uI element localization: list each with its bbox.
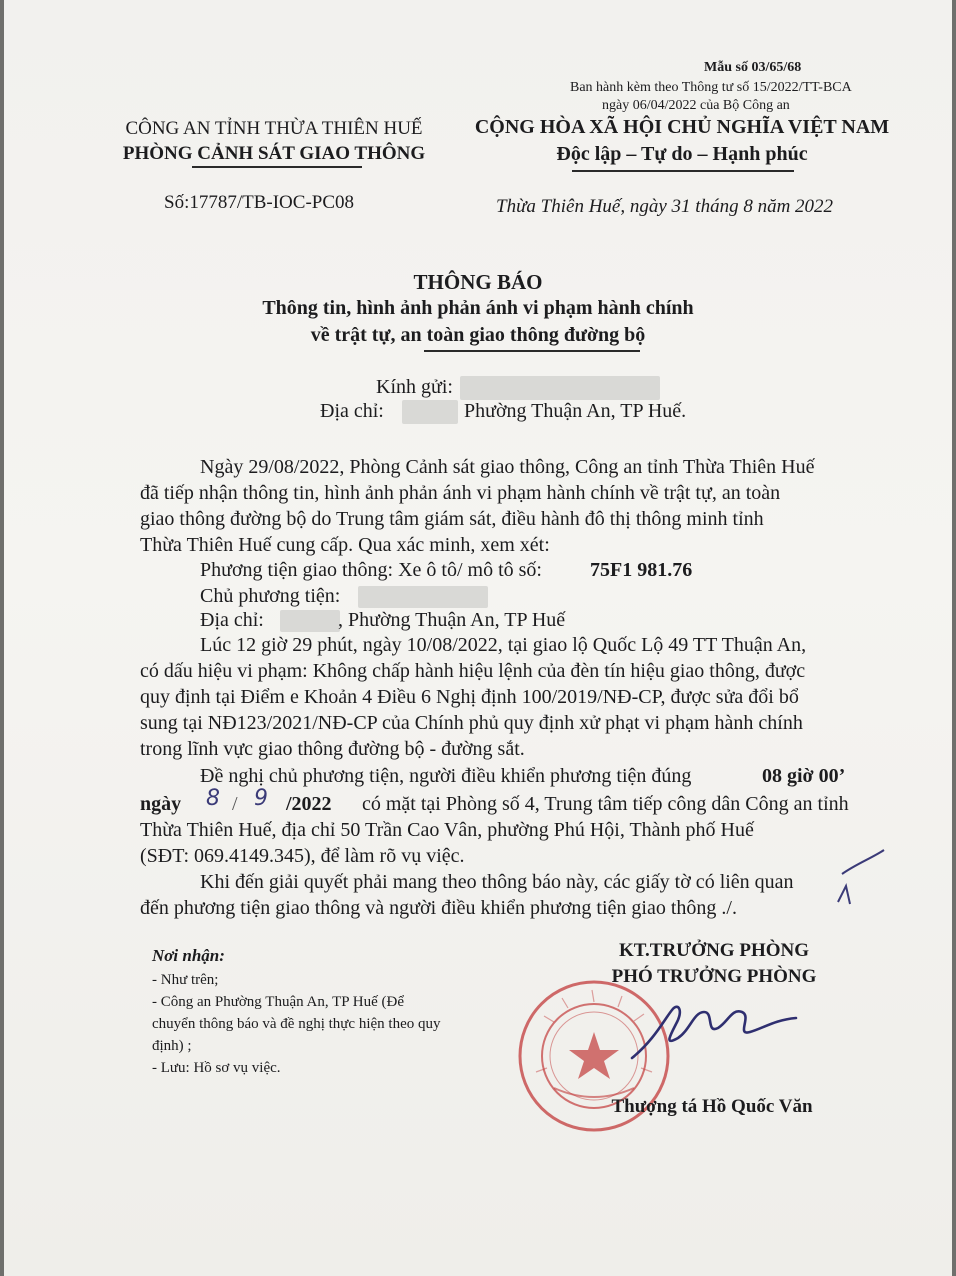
paragraph1-line3: giao thông đường bộ do Trung tâm giám sát, điều hành đô thị thông minh tỉnh — [140, 508, 764, 530]
agency-line2: PHÒNG CẢNH SÁT GIAO THÔNG — [122, 143, 426, 164]
appointment-year: /2022 — [286, 793, 332, 815]
paragraph4-line2: đến phương tiện giao thông và người điều khiển phương tiện giao thông ./. — [140, 897, 737, 919]
country-name: CỘNG HÒA XÃ HỘI CHỦ NGHĨA VIỆT NAM — [474, 116, 890, 138]
owner-address-value: , Phường Thuận An, TP Huế — [338, 609, 566, 631]
recipient-item-1: - Như trên; — [152, 972, 219, 988]
paragraph2-line1: Lúc 12 giờ 29 phút, ngày 10/08/2022, tại giao lộ Quốc Lộ 49 TT Thuận An, — [200, 634, 807, 656]
document-number: Số:17787/TB-IOC-PC08 — [164, 192, 355, 213]
paragraph3-line4: (SĐT: 069.4149.345), để làm rõ vụ việc. — [140, 845, 465, 867]
redacted-owner — [358, 586, 488, 608]
paragraph2-line3: quy định tại Điểm e Khoản 4 Điều 6 Nghị định 100/2019/NĐ-CP, được sửa đổi bổ — [140, 686, 799, 708]
owner-address-label: Địa chỉ: — [200, 609, 264, 631]
vehicle-plate: 75F1 981.76 — [590, 559, 693, 581]
paragraph4-line1: Khi đến giải quyết phải mang theo thông báo này, các giấy tờ có liên quan — [200, 871, 794, 893]
recipient-item-2: - Công an Phường Thuận An, TP Huế (Để — [152, 994, 405, 1010]
recipient-item-3: chuyển thông báo và đề nghị thực hiện theo quy — [152, 1016, 441, 1032]
address-value: Phường Thuận An, TP Huế. — [464, 400, 687, 422]
signature-title-2: PHÓ TRƯỞNG PHÒNG — [611, 966, 817, 987]
pen-check-mark — [780, 846, 890, 916]
form-number: Mẫu số 03/65/68 — [704, 60, 802, 75]
agency-line1: CÔNG AN TỈNH THỪA THIÊN HUẾ — [125, 118, 423, 139]
paragraph1-line2: đã tiếp nhận thông tin, hình ảnh phản ánh vi phạm hành chính về trật tự, an toàn — [140, 482, 781, 504]
recipient-item-5: - Lưu: Hồ sơ vụ việc. — [152, 1060, 281, 1076]
vehicle-label: Phương tiện giao thông: Xe ô tô/ mô tô số: — [200, 559, 542, 581]
paragraph3-line3: Thừa Thiên Huế, địa chỉ 50 Trần Cao Vân, phường Phú Hội, Thành phố Huế — [140, 819, 754, 841]
national-motto: Độc lập – Tự do – Hạnh phúc — [556, 143, 808, 165]
recipients-label: Nơi nhận: — [152, 946, 225, 965]
title-underline — [424, 350, 640, 352]
paragraph3-line1: Đề nghị chủ phương tiện, người điều khiển phương tiện đúng — [200, 765, 692, 787]
appointment-time: 08 giờ 00’ — [762, 765, 846, 787]
document-page — [4, 0, 952, 1276]
appointment-month-handwritten: 9 — [254, 786, 268, 811]
issued-date: ngày 06/04/2022 của Bộ Công an — [602, 98, 790, 113]
paragraph2-line2: có dấu hiệu vi phạm: Không chấp hành hiệu lệnh của đèn tín hiệu giao thông, được — [140, 660, 806, 682]
recipient-label: Kính gửi: — [376, 376, 453, 398]
redacted-address — [402, 400, 458, 424]
document-title: THÔNG BÁO — [413, 270, 543, 294]
handwritten-signature — [624, 990, 804, 1070]
redacted-owner-address — [280, 610, 340, 632]
redacted-recipient — [460, 376, 660, 400]
date-slash: / — [232, 793, 238, 815]
motto-underline — [572, 170, 794, 172]
recipient-item-4: định) ; — [152, 1038, 192, 1054]
document-subtitle-2: về trật tự, an toàn giao thông đường bộ — [310, 324, 646, 346]
paragraph2-line4: sung tại NĐ123/2021/NĐ-CP của Chính phủ quy định xử phạt vi phạm hành chính — [140, 712, 803, 734]
owner-label: Chủ phương tiện: — [200, 585, 341, 607]
agency-underline — [192, 166, 362, 168]
address-label: Địa chỉ: — [320, 400, 384, 422]
signer-name: Thượng tá Hồ Quốc Văn — [611, 1096, 813, 1117]
paragraph1-line4: Thừa Thiên Huế cung cấp. Qua xác minh, xem xét: — [140, 534, 550, 556]
document-subtitle-1: Thông tin, hình ảnh phản ánh vi phạm hành chính — [262, 297, 694, 319]
paragraph1-line1: Ngày 29/08/2022, Phòng Cảnh sát giao thông, Công an tỉnh Thừa Thiên Huế — [200, 456, 815, 478]
paragraph2-line5: trong lĩnh vực giao thông đường bộ - đường sắt. — [140, 738, 525, 760]
paragraph3-line2-rest: có mặt tại Phòng số 4, Trung tâm tiếp công dân Công an tỉnh — [362, 793, 849, 815]
signature-title-1: KT.TRƯỞNG PHÒNG — [619, 940, 809, 961]
issued-with: Ban hành kèm theo Thông tư số 15/2022/TT-BCA — [570, 80, 852, 95]
place-date: Thừa Thiên Huế, ngày 31 tháng 8 năm 2022 — [496, 196, 834, 217]
appointment-ngay: ngày — [140, 793, 182, 815]
appointment-day-handwritten: 8 — [206, 786, 220, 811]
